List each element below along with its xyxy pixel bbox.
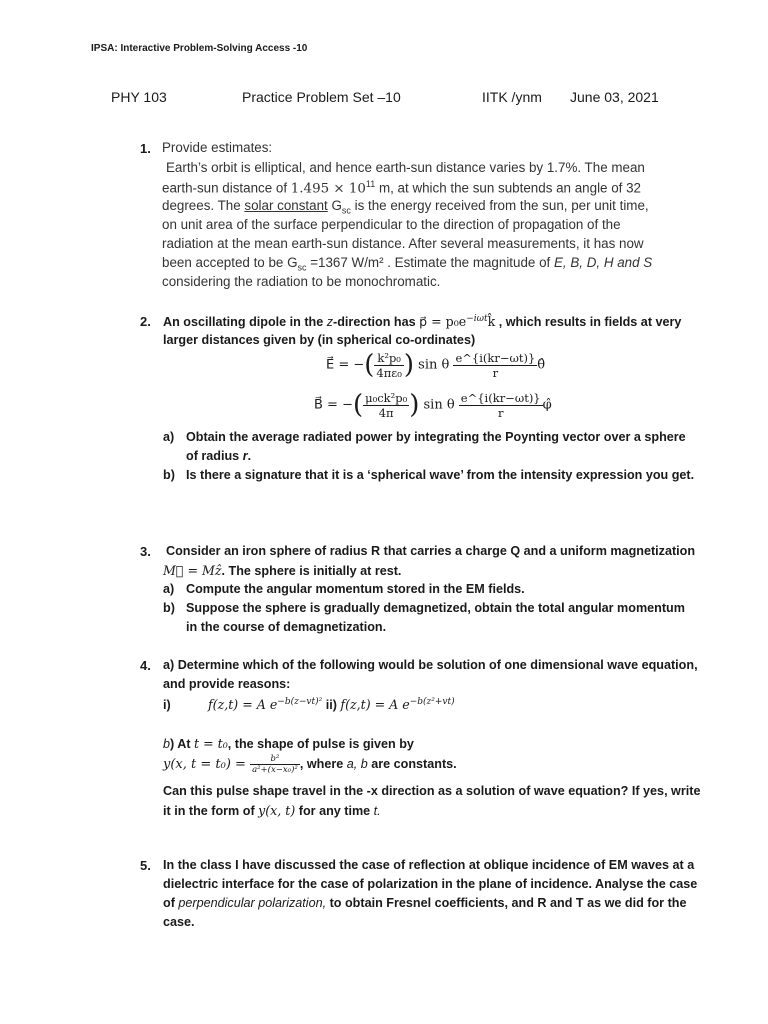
problem-2a-line-1: Obtain the average radiated power by integrating the Poynting vector over a sphere [186, 430, 686, 444]
problem-4-number: 4. [140, 658, 151, 673]
problem-3b-line-2: in the course of demagnetization. [186, 620, 387, 634]
problem-4c-line-2: it in the form of y(x, t) for any time t. [163, 803, 381, 818]
document-header: IPSA: Interactive Problem-Solving Access -10 [91, 43, 308, 54]
problem-1-line-7: considering the radiation to be monochromatic. [162, 274, 441, 289]
problem-3b-line-1: Suppose the sphere is gradually demagnetized, obtain the total angular momentum [186, 601, 685, 615]
problem-3-number: 3. [140, 544, 151, 559]
problem-2a-line-2: of radius r. [186, 449, 252, 463]
problem-4b-line-1: b) At t = t₀, the shape of pulse is given by [163, 736, 414, 751]
problem-1-line-3: degrees. The solar constant $G_{sc}$ is the energy received from the sun, per unit time, [162, 198, 649, 216]
solar-constant-term: solar constant [244, 198, 328, 213]
problem-1-line-4: on unit area of the surface perpendicular to the direction of propagation of the [162, 217, 621, 232]
problem-2b-label: b) [163, 468, 175, 482]
problem-5-line-4: case. [163, 915, 195, 929]
problem-1-heading: Provide estimates: [162, 140, 273, 155]
problem-4b-pulse-equation: y(x, t = t₀) = $\frac{\text{b²}}{\text{a²+(x−x₀)²}}$ , where a, b are constants. [163, 754, 457, 775]
problem-5-number: 5. [140, 858, 151, 873]
problem-3-line-2: M⃗ = Mẑ. The sphere is initially at rest. [163, 563, 402, 578]
electric-field-equation: E⃗ = −( $\frac{\text{k²p₀}}{\text{4πε₀}}$ ) sin θ $\frac{e\^{}\{i(kr-\omega t)\}}{r}$ θ̂ [326, 350, 546, 380]
problem-4-line-1: a) Determine which of the following would be solution of one dimensional wave equation, [163, 658, 698, 672]
problem-5-line-2: dielectric interface for the case of polarization in the plane of incidence. Analyse the case [163, 877, 698, 891]
problem-1-line-1: Earth’s orbit is elliptical, and hence earth-sun distance varies by 1.7%. The mean [166, 160, 645, 175]
problem-3a-line-1: Compute the angular momentum stored in the EM fields. [186, 582, 525, 596]
problem-2-line-1: An oscillating dipole in the z-direction has p⃗ = $p_0e^{-i\omega t}k̂$ , which results in fields at very [163, 314, 682, 330]
problem-2-line-2: larger distances given by (in spherical co-ordinates) [163, 333, 476, 347]
problem-4-functions: f(z,t) = A $e^{-b(z-vt)^2}$ ii) f(z,t) = A $e^{-b(z^2+vt)}$ [208, 697, 455, 713]
problem-2-number: 2. [140, 314, 151, 329]
problem-4-line-2: and provide reasons: [163, 677, 291, 691]
problem-1-number: 1. [140, 141, 151, 156]
magnetic-field-equation: B⃗ = −( $\frac{\text{μ₀ck²p₀}}{4\pi}$ ) sin θ $\frac{e\^{}\{i(kr-\omega t)\}}{r}$ φ̂ [314, 390, 552, 420]
problem-1-line-6: been accepted to be $G_{sc} =1367$ W/m² . Estimate the magnitude of E, B, D, H and S [162, 255, 653, 273]
problem-4-i-label: i) [163, 698, 171, 712]
problem-set-title: Practice Problem Set –10 [242, 89, 401, 105]
problem-3-line-1: Consider an iron sphere of radius R that carries a charge Q and a uniform magnetization [166, 544, 696, 558]
problem-5-line-3: of perpendicular polarization, to obtain Fresnel coefficients, and R and T as we did for the [163, 896, 687, 910]
date-label: June 03, 2021 [570, 89, 659, 105]
problem-2b-line-1: Is there a signature that it is a ‘spherical wave’ from the intensity expression you get. [186, 468, 695, 482]
problem-1-line-2: earth-sun distance of $1.495 \times 10^{11}$ m, at which the sun subtends an angle of 32 [162, 179, 641, 197]
institute-label: IITK /ynm [482, 89, 542, 105]
problem-2a-label: a) [163, 430, 175, 444]
course-code: PHY 103 [111, 89, 167, 105]
problem-1-line-5: radiation at the mean earth-sun distance. After several measurements, it has now [162, 236, 644, 251]
problem-3a-label: a) [163, 582, 175, 596]
problem-4c-line-1: Can this pulse shape travel in the -x direction as a solution of wave equation? If yes, write [163, 784, 701, 798]
problem-3b-label: b) [163, 601, 175, 615]
problem-5-line-1: In the class I have discussed the case of reflection at oblique incidence of EM waves at a [163, 858, 695, 872]
